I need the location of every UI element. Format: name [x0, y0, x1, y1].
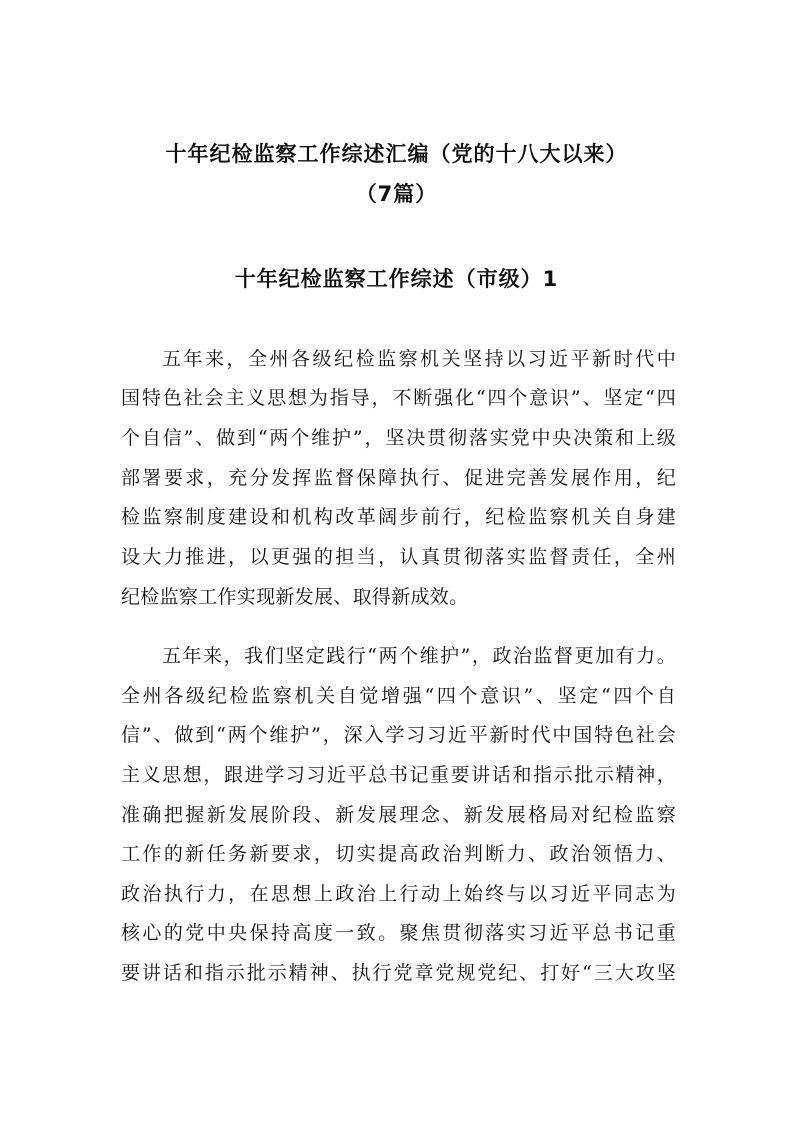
paragraph-2-line-6: 工作的新任务新要求，切实提高政治判断力、政治领悟力、 — [121, 843, 676, 865]
paragraph-2-line-5: 准确把握新发展阶段、新发展理念、新发展格局对纪检监察 — [121, 804, 676, 826]
paragraph-2-line-7: 政治执行力，在思想上政治上行动上始终与以习近平同志为 — [121, 883, 676, 905]
paragraph-2-line-2: 全州各级纪检监察机关自觉增强“四个意识”、坚定“四个自 — [121, 685, 676, 707]
paragraph-1-line-2: 国特色社会主义思想为指导，不断强化“四个意识”、坚定“四 — [121, 387, 676, 409]
paragraph-1-line-7: 纪检监察工作实现新发展、取得新成效。 — [121, 586, 469, 608]
paragraph-2-line-9: 要讲话和指示批示精神、执行党章党规党纪、打好“三大攻坚 — [121, 962, 676, 984]
paragraph-1-line-3: 个自信”、做到“两个维护”，坚决贯彻落实党中央决策和上级 — [121, 427, 676, 449]
document-title: 十年纪检监察工作综述汇编（党的十八大以来） — [165, 142, 628, 166]
paragraph-2-line-8: 核心的党中央保持高度一致。聚焦贯彻落实习近平总书记重 — [121, 922, 676, 944]
paragraph-1-line-6: 设大力推进，以更强的担当，认真贯彻落实监督责任，全州 — [121, 546, 676, 568]
paragraph-1-line-4: 部署要求，充分发挥监督保障执行、促进完善发展作用，纪 — [121, 467, 676, 489]
paragraph-2-line-4: 主义思想，跟进学习习近平总书记重要讲话和指示批示精神， — [121, 764, 676, 786]
paragraph-1-line-1: 五年来，全州各级纪检监察机关坚持以习近平新时代中 — [162, 348, 676, 370]
paragraph-1-line-5: 检监察制度建设和机构改革阔步前行，纪检监察机关自身建 — [121, 506, 676, 528]
paragraph-2-line-1: 五年来，我们坚定践行“两个维护”，政治监督更加有力。 — [162, 645, 676, 667]
paragraph-2-line-3: 信”、做到“两个维护”，深入学习习近平新时代中国特色社会 — [121, 724, 676, 746]
section-title: 十年纪检监察工作综述（市级）1 — [234, 267, 559, 291]
document-title-count: （7篇） — [355, 182, 438, 206]
